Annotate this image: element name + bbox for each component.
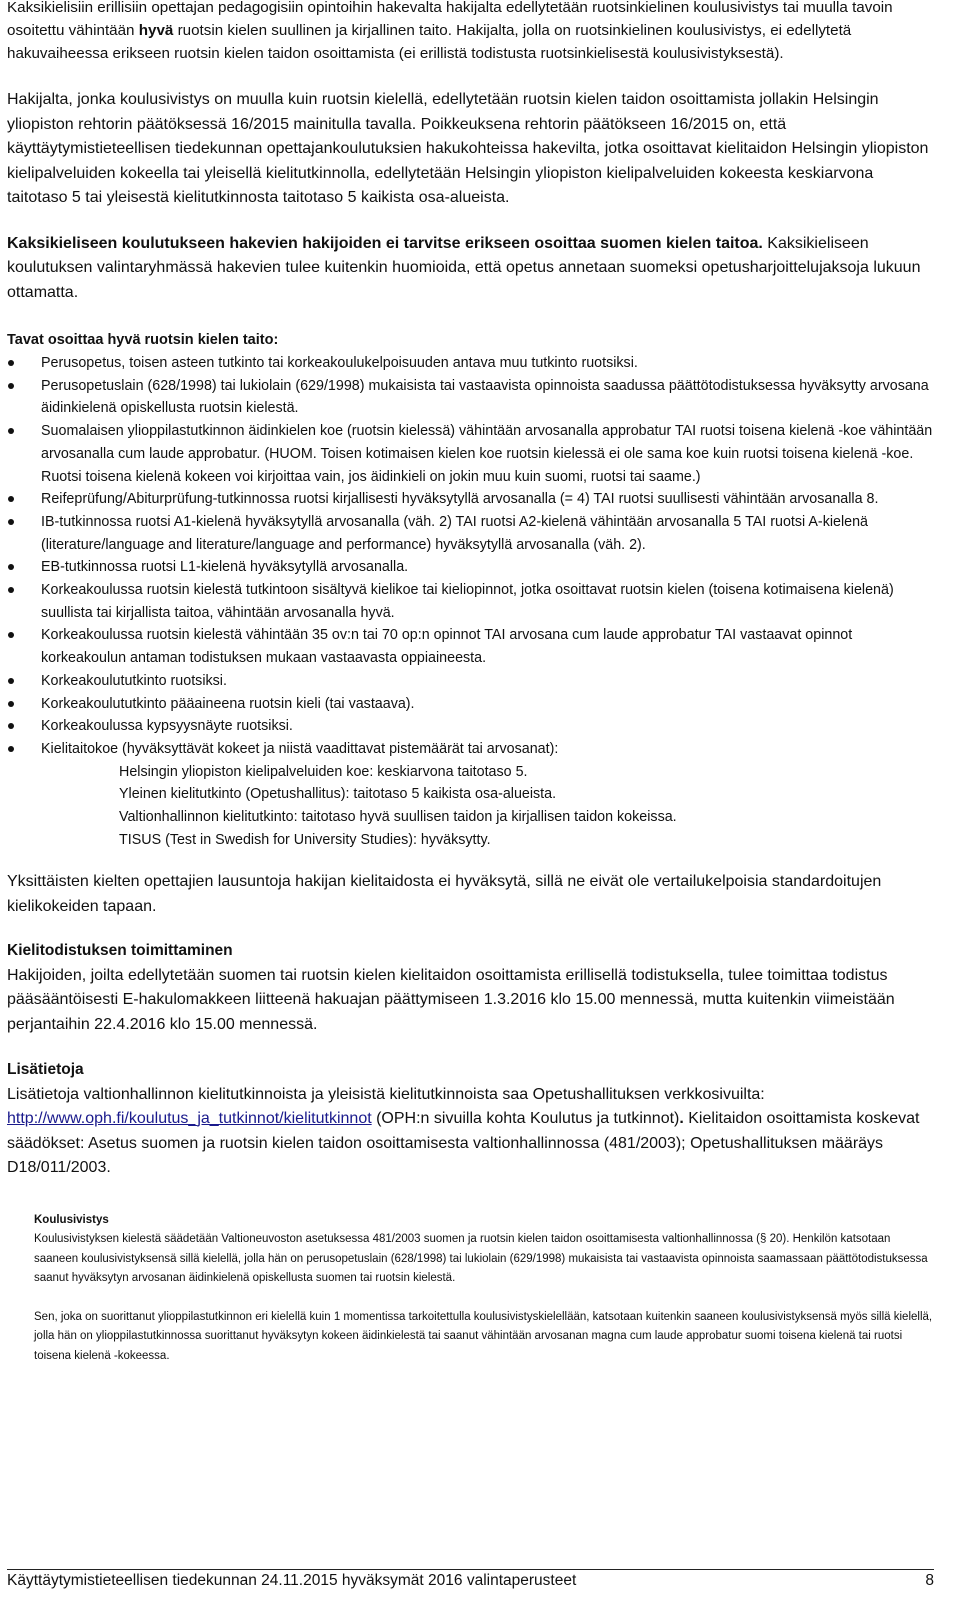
list-item (7, 738, 937, 852)
intro-text-2: ruotsin kielen suullinen ja kirjallinen taito. Hakijalta, jolla on ruotsinkielinen koulusivistys, ei edellytetä hakuvaiheessa erikseen ruotsin kielen taidon osoittamista (ei erillistä todistusta ruotsinkielisestä koulusivistyksestä). (7, 22, 852, 62)
kaksikieliseen-bold: Kaksikieliseen koulutukseen hakevien hakijoiden ei tarvitse erikseen osoittaa suomen kielen taitoa. (7, 234, 763, 252)
yksittaisten-paragraph: Yksittäisten kielten opettajien lausuntoja hakijan kielitaidosta ei hyväksytä, sillä ne eivät ole vertailukelpoisia standardoitujen kielikokeiden tapaan. (7, 873, 882, 915)
list-item: Korkeakoulututkinto pääaineena ruotsin kieli (tai vastaava). (7, 693, 937, 716)
sub-item: TISUS (Test in Swedish for University Studies): hyväksytty. (119, 831, 491, 848)
list-item: IB-tutkinnossa ruotsi A1-kielenä hyväksytyllä arvosanalla (väh. 2) TAI ruotsi A2-kielenä vähintään arvosanalla 5 TAI ruotsi A-kielenä (literature/language and literature/language and performance) hyväksytyllä arvosanalla (väh. 2). (7, 511, 937, 556)
footnote-heading: Koulusivistys (34, 1213, 109, 1226)
tavat-heading: Tavat osoittaa hyvä ruotsin kielen taito: (7, 332, 279, 348)
lisatietoja-text-1: Lisätietoja valtionhallinnon kielitutkinnoista ja yleisistä kielitutkinnoista saa Opetushallituksen verkkosivuilta: (7, 1085, 765, 1103)
footer-text: Käyttäytymistieteellisen tiedekunnan 24.11.2015 hyväksymät 2016 valintaperusteet (7, 1572, 577, 1589)
list-item: Perusopetus, toisen asteen tutkinto tai korkeakoulukelpoisuuden antava muu tutkinto ruotsiksi. (7, 352, 937, 375)
footer-divider (7, 1569, 934, 1570)
footnote-block (34, 1211, 937, 1367)
kielitaitokoe-label: Kielitaitokoe (hyväksyttävät kokeet ja niistä vaadittavat pistemäärät tai arvosanat): (41, 740, 559, 757)
sub-item: Yleinen kielitutkinto (Opetushallitus): taitotaso 5 kaikista osa-alueista. (119, 786, 557, 803)
oph-link[interactable]: http://www.oph.fi/koulutus_ja_tutkinnot/kielitutkinnot (7, 1110, 372, 1128)
page-footer (7, 1572, 934, 1590)
criteria-list (7, 352, 937, 851)
footnote-paragraph-1: Koulusivistyksen kielestä säädetään Valtioneuvoston asetuksessa 481/2003 suomen ja ruotsin kielen taidon osoittamisesta valtionhallinnossa (§ 20). Henkilön katsotaan saaneen koulusivistyksensä sillä kielellä, jolla hän on perusopetuslain (628/1998) tai lukiolain (629/1998) mukaisista tai vastaavista opinnoista saamassaan päättötodistuksessa saanut hyväksytyn arvosanan äidinkielenä opiskellusta suomen tai ruotsin kielestä. (34, 1233, 928, 1285)
footnote-paragraph-2: Sen, joka on suorittanut ylioppilastutkinnon eri kielellä kuin 1 momentissa tarkoitettulla koulusivistyskielellään, katsotaan kuitenkin saaneen koulusivistyksensä myös sillä kielellä, jolla hän on ylioppilastutkinnossa suorittanut hyväksytyn kokeen äidinkielestä tai saanut vähintään arvosanan magna cum laude approbatur suomi toisena kielenä tai ruotsi toisena kielenä -kokeessa. (34, 1310, 933, 1362)
document-page (7, 0, 937, 1366)
sub-item: Helsingin yliopiston kielipalveluiden koe: keskiarvona taitotaso 5. (119, 763, 528, 780)
page-number: 8 (925, 1572, 934, 1589)
list-item: Perusopetuslain (628/1998) tai lukiolain (629/1998) mukaisista tai vastaavista opinnoista saadussa päättötodistuksessa hyväksytty arvosana äidinkielenä opiskellusta ruotsin kielestä. (7, 375, 937, 420)
intro-paragraph (7, 0, 937, 65)
list-item: Korkeakoulussa kypsyysnäyte ruotsiksi. (7, 715, 937, 738)
list-item: EB-tutkinnossa ruotsi L1-kielenä hyväksytyllä arvosanalla. (7, 556, 937, 579)
exam-sublist (41, 761, 937, 852)
list-item: Korkeakoulututkinto ruotsiksi. (7, 670, 937, 693)
kielitodistus-heading: Kielitodistuksen toimittaminen (7, 942, 233, 960)
lisatietoja-text-2: (OPH:n sivuilla kohta Koulutus ja tutkinnot) (371, 1110, 680, 1128)
list-item: Korkeakoulussa ruotsin kielestä tutkintoon sisältyvä kielikoe tai kieliopinnot, jotka osoittavat ruotsin kielen (toisena kotimaisena kielenä) suullista tai kirjallista taitoa, vähintään arvosanalla hyvä. (7, 579, 937, 624)
lisatietoja-paragraph (7, 1083, 937, 1181)
kaksikieliseen-paragraph (7, 232, 937, 306)
intro-text-1: Kaksikielisiin erillisiin opettajan pedagogisiin opintoihin hakevalta hakijalta edellytetään ruotsinkielinen koulusivistys tai muulla tavoin osoitettu vähintään (7, 0, 893, 39)
list-item: Korkeakoulussa ruotsin kielestä vähintään 35 ov:n tai 70 op:n opinnot TAI arvosana cum laude approbatur TAI vastaavat opinnot korkeakoulun antaman todistuksen mukaan vastaavasta oppiaineesta. (7, 624, 937, 669)
lisatietoja-text-3: Kielitaidon osoittamista koskevat säädökset: Asetus suomen ja ruotsin kielen taidon osoittamisesta valtionhallinnossa (481/2003); Opetushallituksen määräys D18/011/2003. (7, 1110, 920, 1177)
lisatietoja-period: . (679, 1110, 684, 1128)
list-item: Reifeprüfung/Abiturprüfung-tutkinnossa ruotsi kirjallisesti hyväksytyllä arvosanalla (= 4) TAI ruotsi suullisesti vähintään arvosanalla 8. (7, 488, 937, 511)
list-item: Suomalaisen ylioppilastutkinnon äidinkielen koe (ruotsin kielessä) vähintään arvosanalla approbatur TAI ruotsi toisena kielenä -koe vähintään arvosanalla cum laude approbatur. (HUOM. Toisen kotimaisen kielen koe ruotsin kielessä ei ole sama koe kuin ruotsi toisena kielenä -koe. Ruotsi toisena kielenä kokeen voi kirjoittaa vain, jos äidinkieli on jokin muu kuin suomi, ruotsi tai saame.) (7, 420, 937, 488)
hakijalta-paragraph: Hakijalta, jonka koulusivistys on muulla kuin ruotsin kielellä, edellytetään ruotsin kielen taidon osoittamista jollakin Helsingin yliopiston rehtorin päätöksessä 16/2015 mainitulla tavalla. Poikkeuksena rehtorin päätökseen 16/2015 on, että käyttäytymistieteellisen tiedekunnan opettajankoulutuksien hakukohteissa hakevilta, jotka osoittavat kielitaidon Helsingin yliopiston kielipalveluiden kokeella tai yleisellä kielitutkinnolla, edellytetään Helsingin yliopiston kielipalveluiden kokeesta keskiarvona taitotaso 5 tai yleisestä kielitutkinnosta taitotaso 5 kaikista osa-alueista. (7, 91, 929, 206)
lisatietoja-heading: Lisätietoja (7, 1061, 84, 1079)
intro-bold-word: hyvä (138, 22, 174, 39)
kaksikieliseen-rest: Kaksikieliseen koulutuksen valintaryhmässä hakevien tulee kuitenkin huomioida, että opetus annetaan suomeksi opetusharjoittelujaksoja lukuun ottamatta. (7, 234, 921, 301)
sub-item: Valtionhallinnon kielitutkinto: taitotaso hyvä suullisen taidon ja kirjallisen taidon kokeissa. (119, 809, 677, 826)
kielitodistus-paragraph: Hakijoiden, joilta edellytetään suomen tai ruotsin kielen kielitaidon osoittamista erillisellä todistuksella, tulee toimittaa todistus pääsääntöisesti E-hakulomakkeen liitteenä hakuajan päättymiseen 1.3.2016 klo 15.00 mennessä, mutta kuitenkin viimeistään perjantaihin 22.4.2016 klo 15.00 mennessä. (7, 966, 895, 1033)
